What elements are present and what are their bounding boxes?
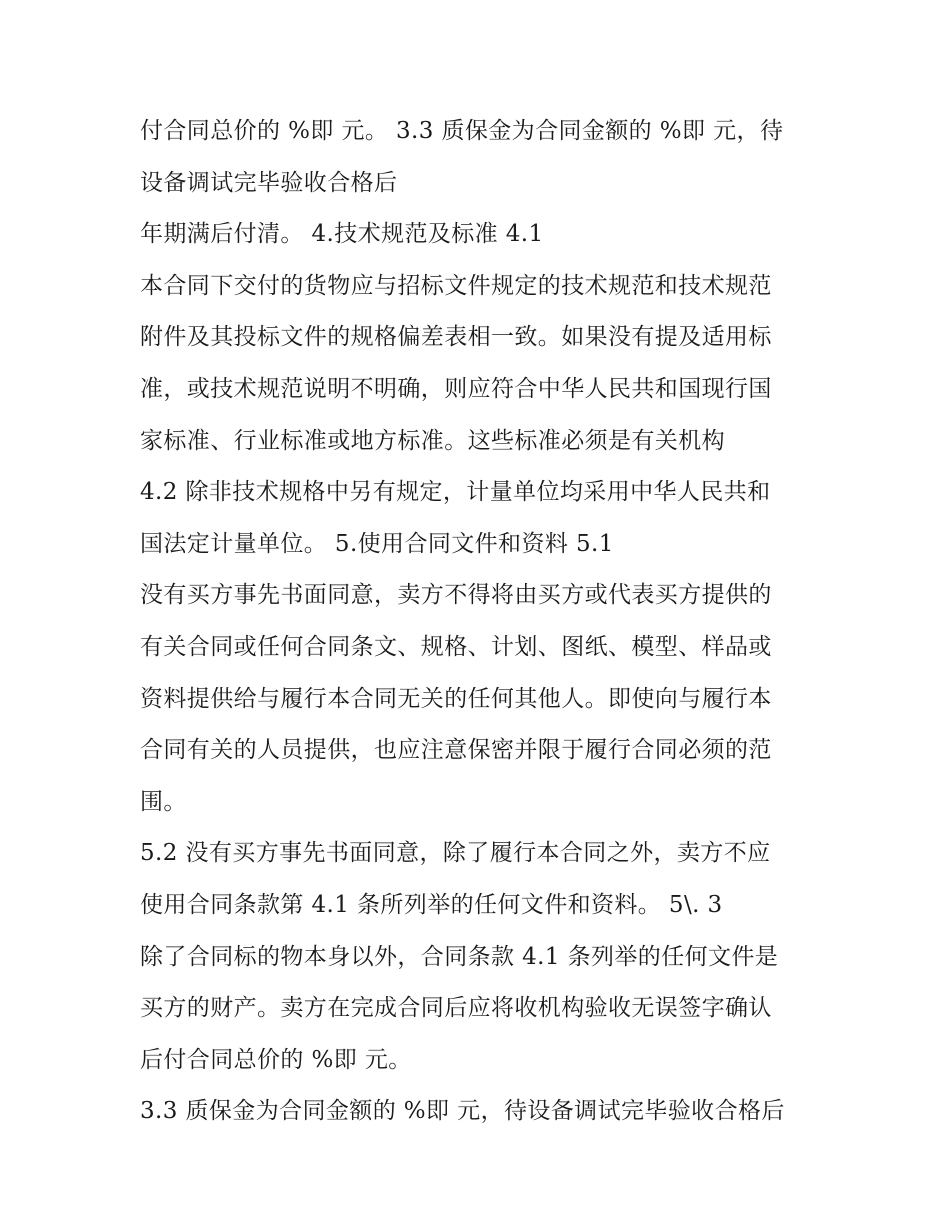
text-line: 年期满后付清。 4.技术规范及标准 4.1 bbox=[140, 221, 544, 248]
text-line: 有关合同或任何合同条文、规格、计划、图纸、模型、样品或 bbox=[140, 633, 772, 660]
text-line: 家标准、行业标准或地方标准。这些标准必须是有关机构 bbox=[140, 427, 725, 454]
text-line: 准，或技术规范说明不明确，则应符合中华人民共和国现行国 bbox=[140, 375, 772, 402]
text-line: 后付合同总价的 %即 元。 bbox=[140, 1046, 412, 1073]
text-line: 3.3 质保金为合同金额的 %即 元，待设备调试完毕验收合格后 bbox=[140, 1098, 785, 1125]
text-line: 资料提供给与履行本合同无关的任何其他人。即使向与履行本 bbox=[140, 685, 772, 712]
text-line: 合同有关的人员提供，也应注意保密并限于履行合同必须的范 bbox=[140, 737, 772, 764]
text-line: 4.2 除非技术规格中另有规定，计量单位均采用中华人民共和 bbox=[140, 479, 771, 506]
text-line: 没有买方事先书面同意，卖方不得将由买方或代表买方提供的 bbox=[140, 582, 772, 609]
document-body bbox=[140, 106, 820, 1138]
text-line: 设备调试完毕验收合格后 bbox=[140, 169, 398, 196]
text-line: 附件及其投标文件的规格偏差表相一致。如果没有提及适用标 bbox=[140, 324, 772, 351]
text-line: 买方的财产。卖方在完成合同后应将收机构验收无误签字确认 bbox=[140, 995, 772, 1022]
text-line: 除了合同标的物本身以外，合同条款 4.1 条列举的任何文件是 bbox=[140, 943, 779, 970]
text-line: 使用合同条款第 4.1 条所列举的任何文件和资料。 5\. 3 bbox=[140, 891, 723, 918]
text-line: 围。 bbox=[140, 788, 187, 815]
text-line: 5.2 没有买方事先书面同意，除了履行本合同之外，卖方不应 bbox=[140, 840, 771, 867]
text-line: 国法定计量单位。 5.使用合同文件和资料 5.1 bbox=[140, 530, 614, 557]
text-line: 本合同下交付的货物应与招标文件规定的技术规范和技术规范 bbox=[140, 272, 772, 299]
text-line: 付合同总价的 %即 元。 3.3 质保金为合同金额的 %即 元，待 bbox=[140, 118, 784, 144]
